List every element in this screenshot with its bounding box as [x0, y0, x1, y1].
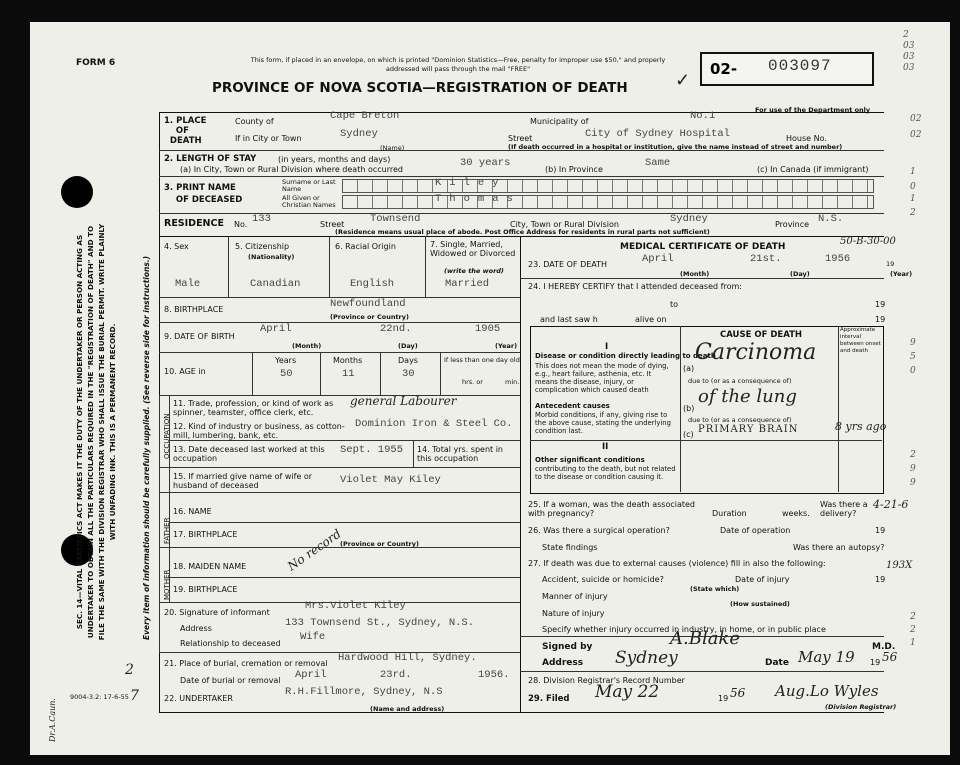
- birthplace-label: 8. BIRTHPLACE: [164, 305, 224, 314]
- race-label: 6. Racial Origin: [335, 242, 396, 251]
- state-findings-label: State findings: [542, 543, 598, 552]
- medical-title: MEDICAL CERTIFICATE OF DEATH: [620, 242, 786, 252]
- margin-mark-2: 7: [130, 688, 139, 704]
- q25-label: 25. If a woman, was the death associated with pregnancy?: [528, 500, 695, 518]
- death-year-suffix: 19: [886, 260, 895, 268]
- death-year-sub: (Year): [890, 270, 913, 278]
- death-year: 1956: [825, 253, 851, 265]
- place-of-death-label: 1. PLACE OF DEATH: [164, 116, 207, 146]
- street-value: City of Sydney Hospital: [585, 128, 730, 140]
- mail-note: This form, if placed in an envelope, on which is printed "Dominion Statistics—Free, penalty for improper use $50," and properly addressed will pass through the mail "FREE": [250, 56, 666, 73]
- given-boxes: [342, 195, 874, 209]
- father-name-label: 16. NAME: [173, 507, 212, 516]
- informant-addr: 133 Townsend St., Sydney, N.S.: [285, 617, 475, 629]
- a-marker: (a): [683, 364, 695, 373]
- certify-year-1: 19: [875, 300, 886, 309]
- stay-desc: (in years, months and days): [278, 155, 391, 164]
- citizenship-sub: (Nationality): [248, 253, 295, 261]
- date-label: Date: [765, 658, 789, 668]
- q26-label: 26. Was there a surgical operation?: [528, 526, 670, 535]
- physician-address: Sydney: [615, 648, 678, 668]
- mother-birth-label: 19. BIRTHPLACE: [173, 585, 238, 594]
- margin-code: 0: [910, 182, 916, 192]
- sex-value: Male: [175, 278, 201, 290]
- margin-code: 1: [910, 167, 916, 177]
- dob-year-sub: (Year): [495, 342, 518, 350]
- less-day-label: If less than one day old: [444, 356, 520, 364]
- margin-code: 2: [910, 625, 916, 635]
- state-which: (State which): [690, 585, 740, 593]
- burial-date-label: Date of burial or removal: [180, 676, 281, 685]
- municipality-label: Municipality of: [530, 117, 589, 126]
- print-name-label: 3. PRINT NAME OF DECEASED: [164, 183, 243, 205]
- trade-value: general Labourer: [350, 394, 457, 408]
- interval-title: Approximate interval between onset and death: [840, 327, 881, 354]
- undertaker-value: R.H.Fillmore, Sydney, N.S: [285, 686, 443, 698]
- c-marker: (c): [683, 430, 694, 439]
- check-mark: ✓: [675, 70, 691, 91]
- cause-b: of the lung: [698, 386, 797, 407]
- date-signed-19: 19: [870, 658, 881, 667]
- signed-label: Signed by: [542, 642, 593, 652]
- marital-value: Married: [445, 278, 490, 290]
- margin-code: 2: [910, 208, 916, 218]
- hrs-label: hrs. or: [462, 378, 483, 386]
- age-months-label: Months: [333, 356, 363, 365]
- certify-label: 24. I HEREBY CERTIFY that I attended deceased from:: [528, 282, 742, 291]
- name-note: (Name): [380, 144, 405, 152]
- address-label: Address: [542, 658, 584, 668]
- right-margin-codes-top: [903, 30, 923, 74]
- dept-use-note: For use of the Department only: [755, 106, 871, 114]
- margin-code: 9: [910, 464, 916, 474]
- margin-code: 0: [910, 366, 916, 376]
- cause-a: Carcinoma: [695, 340, 817, 365]
- municipality-value: No.1: [690, 110, 716, 122]
- relationship-value: Wife: [300, 631, 326, 643]
- death-day: 21st.: [750, 253, 782, 265]
- residence-no: 133: [252, 213, 271, 225]
- margin-note-code: 193X: [886, 560, 913, 571]
- reg-prefix: 02-: [710, 60, 738, 78]
- q27-label: 27. If death was due to external causes (violence) fill in also the following:: [528, 559, 826, 568]
- interval-c: 8 yrs ago: [835, 420, 887, 433]
- form-title: PROVINCE OF NOVA SCOTIA—REGISTRATION OF DEATH: [212, 80, 628, 96]
- margin-note-date: 4-21-6: [873, 498, 909, 511]
- antecedent-desc: Morbid conditions, if any, giving rise to the above cause, stating the underlying condition last.: [535, 411, 671, 435]
- undertaker-label: 22. UNDERTAKER: [164, 694, 233, 703]
- house-label: House No.: [786, 134, 827, 143]
- physician-signature: A.Blake: [670, 628, 740, 649]
- autopsy-label: Was there an autopsy?: [793, 543, 885, 552]
- sex-label: 4. Sex: [164, 242, 189, 251]
- spouse-value: Violet May Kiley: [340, 474, 441, 486]
- margin-code: 03: [903, 63, 915, 73]
- registrar-signature: Aug.Lo Wyles: [775, 682, 879, 700]
- duration-label: Duration: [712, 509, 747, 518]
- stay-b-label: (b) In Province: [545, 165, 603, 174]
- margin-code: 03: [903, 41, 915, 51]
- footer-signature: Dr.A.Caun.: [48, 698, 57, 742]
- given-value: Thomas: [435, 193, 521, 205]
- birthplace-sub: (Province or Country): [330, 313, 409, 321]
- weeks-label: weeks.: [782, 509, 810, 518]
- reg-number: 003097: [768, 57, 832, 75]
- mother-section: MOTHER: [163, 569, 171, 600]
- stay-label: 2. LENGTH OF STAY: [164, 154, 257, 164]
- last-worked-value: Sept. 1955: [340, 444, 404, 456]
- burial-year: 1956.: [478, 669, 510, 681]
- registrar-sub: (Division Registrar): [825, 703, 897, 711]
- date-op-label: Date of operation: [720, 526, 791, 535]
- residence-city-label: City, Town or Rural Division: [510, 220, 619, 229]
- residence-province: N.S.: [818, 213, 844, 225]
- delivery-label: Was there a delivery?: [820, 500, 868, 518]
- due-to-1: due to (or as a consequence of): [688, 377, 792, 385]
- dob-label: 9. DATE OF BIRTH: [164, 332, 235, 341]
- death-day-sub: (Day): [790, 270, 810, 278]
- alive-on-label: alive on: [635, 315, 667, 324]
- margin-code: 2: [910, 612, 916, 622]
- total-years-label: 14. Total yrs. spent in this occupation: [417, 445, 503, 463]
- q28-label: 28. Division Registrar's Record Number: [528, 676, 685, 685]
- no-record-note: No record: [285, 526, 344, 574]
- marital-sub: (write the word): [444, 267, 504, 275]
- registration-number-box: [700, 52, 874, 86]
- industry-value: Dominion Iron & Steel Co.: [355, 418, 513, 430]
- margin-code: 2: [910, 450, 916, 460]
- margin-code: 9: [910, 338, 916, 348]
- margin-code: 1: [910, 194, 916, 204]
- q29-label: 29. Filed: [528, 694, 570, 704]
- margin-code: 9: [910, 478, 916, 488]
- part-two: II: [602, 442, 609, 452]
- age-days-label: Days: [398, 356, 418, 365]
- residence-label: RESIDENCE: [164, 218, 224, 229]
- citizenship-value: Canadian: [250, 278, 301, 290]
- surname-label: Surname or Last Name: [282, 178, 336, 193]
- residence-city: Sydney: [670, 213, 708, 225]
- side-instruction: Every item of information should be carefully supplied. (See reverse side for instructions.): [142, 255, 151, 640]
- op-year: 19: [875, 526, 886, 535]
- spouse-label: 15. If married give name of wife or husband of deceased: [173, 472, 313, 490]
- medical-code: 50-B-30-00: [840, 236, 896, 247]
- residence-note: (Residence means usual place of abode. Post Office Address for residents in rural parts not sufficient): [335, 228, 710, 236]
- residence-no-label: No.: [234, 220, 248, 229]
- cause-title: CAUSE OF DEATH: [720, 330, 803, 340]
- residence-street-label: Street: [320, 220, 345, 229]
- dob-day-sub: (Day): [398, 342, 418, 350]
- margin-code: 5: [910, 352, 916, 362]
- county-label: County of: [235, 117, 274, 126]
- margin-code: 1: [910, 638, 916, 648]
- race-value: English: [350, 278, 395, 290]
- dob-month: April: [260, 323, 292, 335]
- specify-label: Specify whether injury occurred in industry, in home, or in public place: [542, 625, 826, 634]
- filed-year: 56: [730, 686, 746, 700]
- death-date-label: 23. DATE OF DEATH: [528, 260, 608, 269]
- cause-c: PRIMARY BRAIN: [698, 424, 799, 435]
- margin-code: 03: [903, 52, 915, 62]
- margin-code: 2: [903, 30, 909, 40]
- date-signed-year: 56: [882, 650, 898, 664]
- mother-maiden-label: 18. MAIDEN NAME: [173, 562, 247, 571]
- street-label: Street: [508, 134, 533, 143]
- margin-mark: 2: [125, 662, 134, 678]
- death-month: April: [642, 253, 674, 265]
- other-label: Other significant conditions: [535, 456, 645, 464]
- undertaker-sub: (Name and address): [370, 705, 445, 713]
- burial-month: April: [295, 669, 327, 681]
- father-birth-label: 17. BIRTHPLACE: [173, 530, 238, 539]
- stay-b-value: Same: [645, 157, 671, 169]
- punch-hole-top: [61, 176, 93, 208]
- certify-year-2: 19: [875, 315, 886, 324]
- filed-date: May 22: [595, 682, 660, 702]
- age-years-label: Years: [275, 356, 297, 365]
- antecedent-label: Antecedent causes: [535, 402, 610, 410]
- min-label: min.: [505, 378, 520, 386]
- age-label: 10. AGE in: [164, 367, 206, 376]
- residence-province-label: Province: [775, 220, 810, 229]
- father-birth-sub: (Province or Country): [340, 540, 419, 548]
- city-value: Sydney: [340, 128, 378, 140]
- death-registration-form: [30, 22, 950, 755]
- relationship-label: Relationship to deceased: [180, 639, 281, 648]
- filed-19: 19: [718, 694, 729, 703]
- surname-value: Kiley: [435, 177, 507, 189]
- accident-label: Accident, suicide or homicide?: [542, 575, 664, 584]
- how-sustained: (How sustained): [730, 600, 790, 608]
- citizenship-label: 5. Citizenship: [235, 242, 290, 251]
- age-months: 11: [342, 368, 355, 380]
- age-days: 30: [402, 368, 415, 380]
- surname-boxes: [342, 179, 874, 193]
- to-label: to: [670, 300, 679, 309]
- burial-day: 23rd.: [380, 669, 412, 681]
- given-label: All Given or Christian Names: [282, 194, 336, 209]
- trade-label: 11. Trade, profession, or kind of work as spinner, teamster, office clerk, etc.: [173, 399, 334, 417]
- last-saw-label: and last saw h: [540, 315, 598, 324]
- dob-day: 22nd.: [380, 323, 412, 335]
- margin-code: 02: [910, 130, 922, 140]
- occupation-section: OCCUPATION: [163, 413, 171, 459]
- injury-year: 19: [875, 575, 886, 584]
- due-to-2: due to (or as a consequence of): [688, 416, 792, 424]
- city-label: If in City or Town: [235, 134, 302, 143]
- part-one: I: [605, 342, 609, 352]
- father-section: FATHER: [163, 517, 171, 544]
- residence-street: Townsend: [370, 213, 421, 225]
- side-legal-notice: SEC. 14—VITAL STATISTICS ACT MAKES IT THE DUTY OF THE UNDERTAKER OR PERSON ACTING AS UNDERTAKER TO OBTAIN ALL THE PARTICULARS REQUIRED IN THE "REGISTRATION OF DEATH" AND TO FILE THE SAME WITH THE DIVISION REGISTRAR WHO SHALL ISSUE THE BURIAL PERMIT. WRITE PLAINLY WITH UNFADING INK. THIS IS A PERMANENT RECORD.: [75, 223, 117, 641]
- informant-sig: Mrs.Violet Kiley: [305, 600, 406, 612]
- marital-label: 7. Single, Married, Widowed or Divorced: [430, 240, 516, 258]
- margin-code: 02: [910, 114, 922, 124]
- stay-a-value: 30 years: [460, 157, 511, 169]
- dob-month-sub: (Month): [292, 342, 322, 350]
- form-number: FORM 6: [76, 58, 116, 68]
- hospital-note: (If death occurred in a hospital or institution, give the name instead of street and number): [508, 143, 843, 151]
- stay-c-label: (c) In Canada (if immigrant): [757, 165, 869, 174]
- age-years: 50: [280, 368, 293, 380]
- industry-label: 12. Kind of industry or business, as cotton-mill, lumbering, bank, etc.: [173, 422, 345, 440]
- other-desc: contributing to the death, but not related to the disease or condition causing it.: [535, 465, 676, 481]
- b-marker: (b): [683, 404, 695, 413]
- date-signed: May 19: [798, 648, 855, 666]
- date-injury-label: Date of injury: [735, 575, 790, 584]
- informant-addr-label: Address: [180, 624, 212, 633]
- informant-sig-label: 20. Signature of informant: [164, 608, 270, 617]
- footer-code: 9004-3.2: 17-6-55: [70, 693, 129, 701]
- burial-place: Hardwood Hill, Sydney.: [338, 652, 477, 664]
- disease-label: Disease or condition directly leading to death: [535, 352, 716, 360]
- stay-a-label: (a) In City, Town or Rural Division where death occurred: [180, 165, 403, 174]
- burial-place-label: 21. Place of burial, cremation or removal: [164, 659, 328, 668]
- nature-label: Nature of injury: [542, 609, 605, 618]
- county-value: Cape Breton: [330, 110, 400, 122]
- death-month-sub: (Month): [680, 270, 710, 278]
- birthplace-value: Newfoundland: [330, 298, 406, 310]
- disease-desc: This does not mean the mode of dying, e.g., heart failure, asthenia, etc. It means the disease, injury, or complication which caused death: [535, 362, 669, 394]
- last-worked-label: 13. Date deceased last worked at this occupation: [173, 445, 325, 463]
- md-label: M.D.: [872, 642, 896, 652]
- dob-year: 1905: [475, 323, 501, 335]
- manner-label: Manner of injury: [542, 592, 608, 601]
